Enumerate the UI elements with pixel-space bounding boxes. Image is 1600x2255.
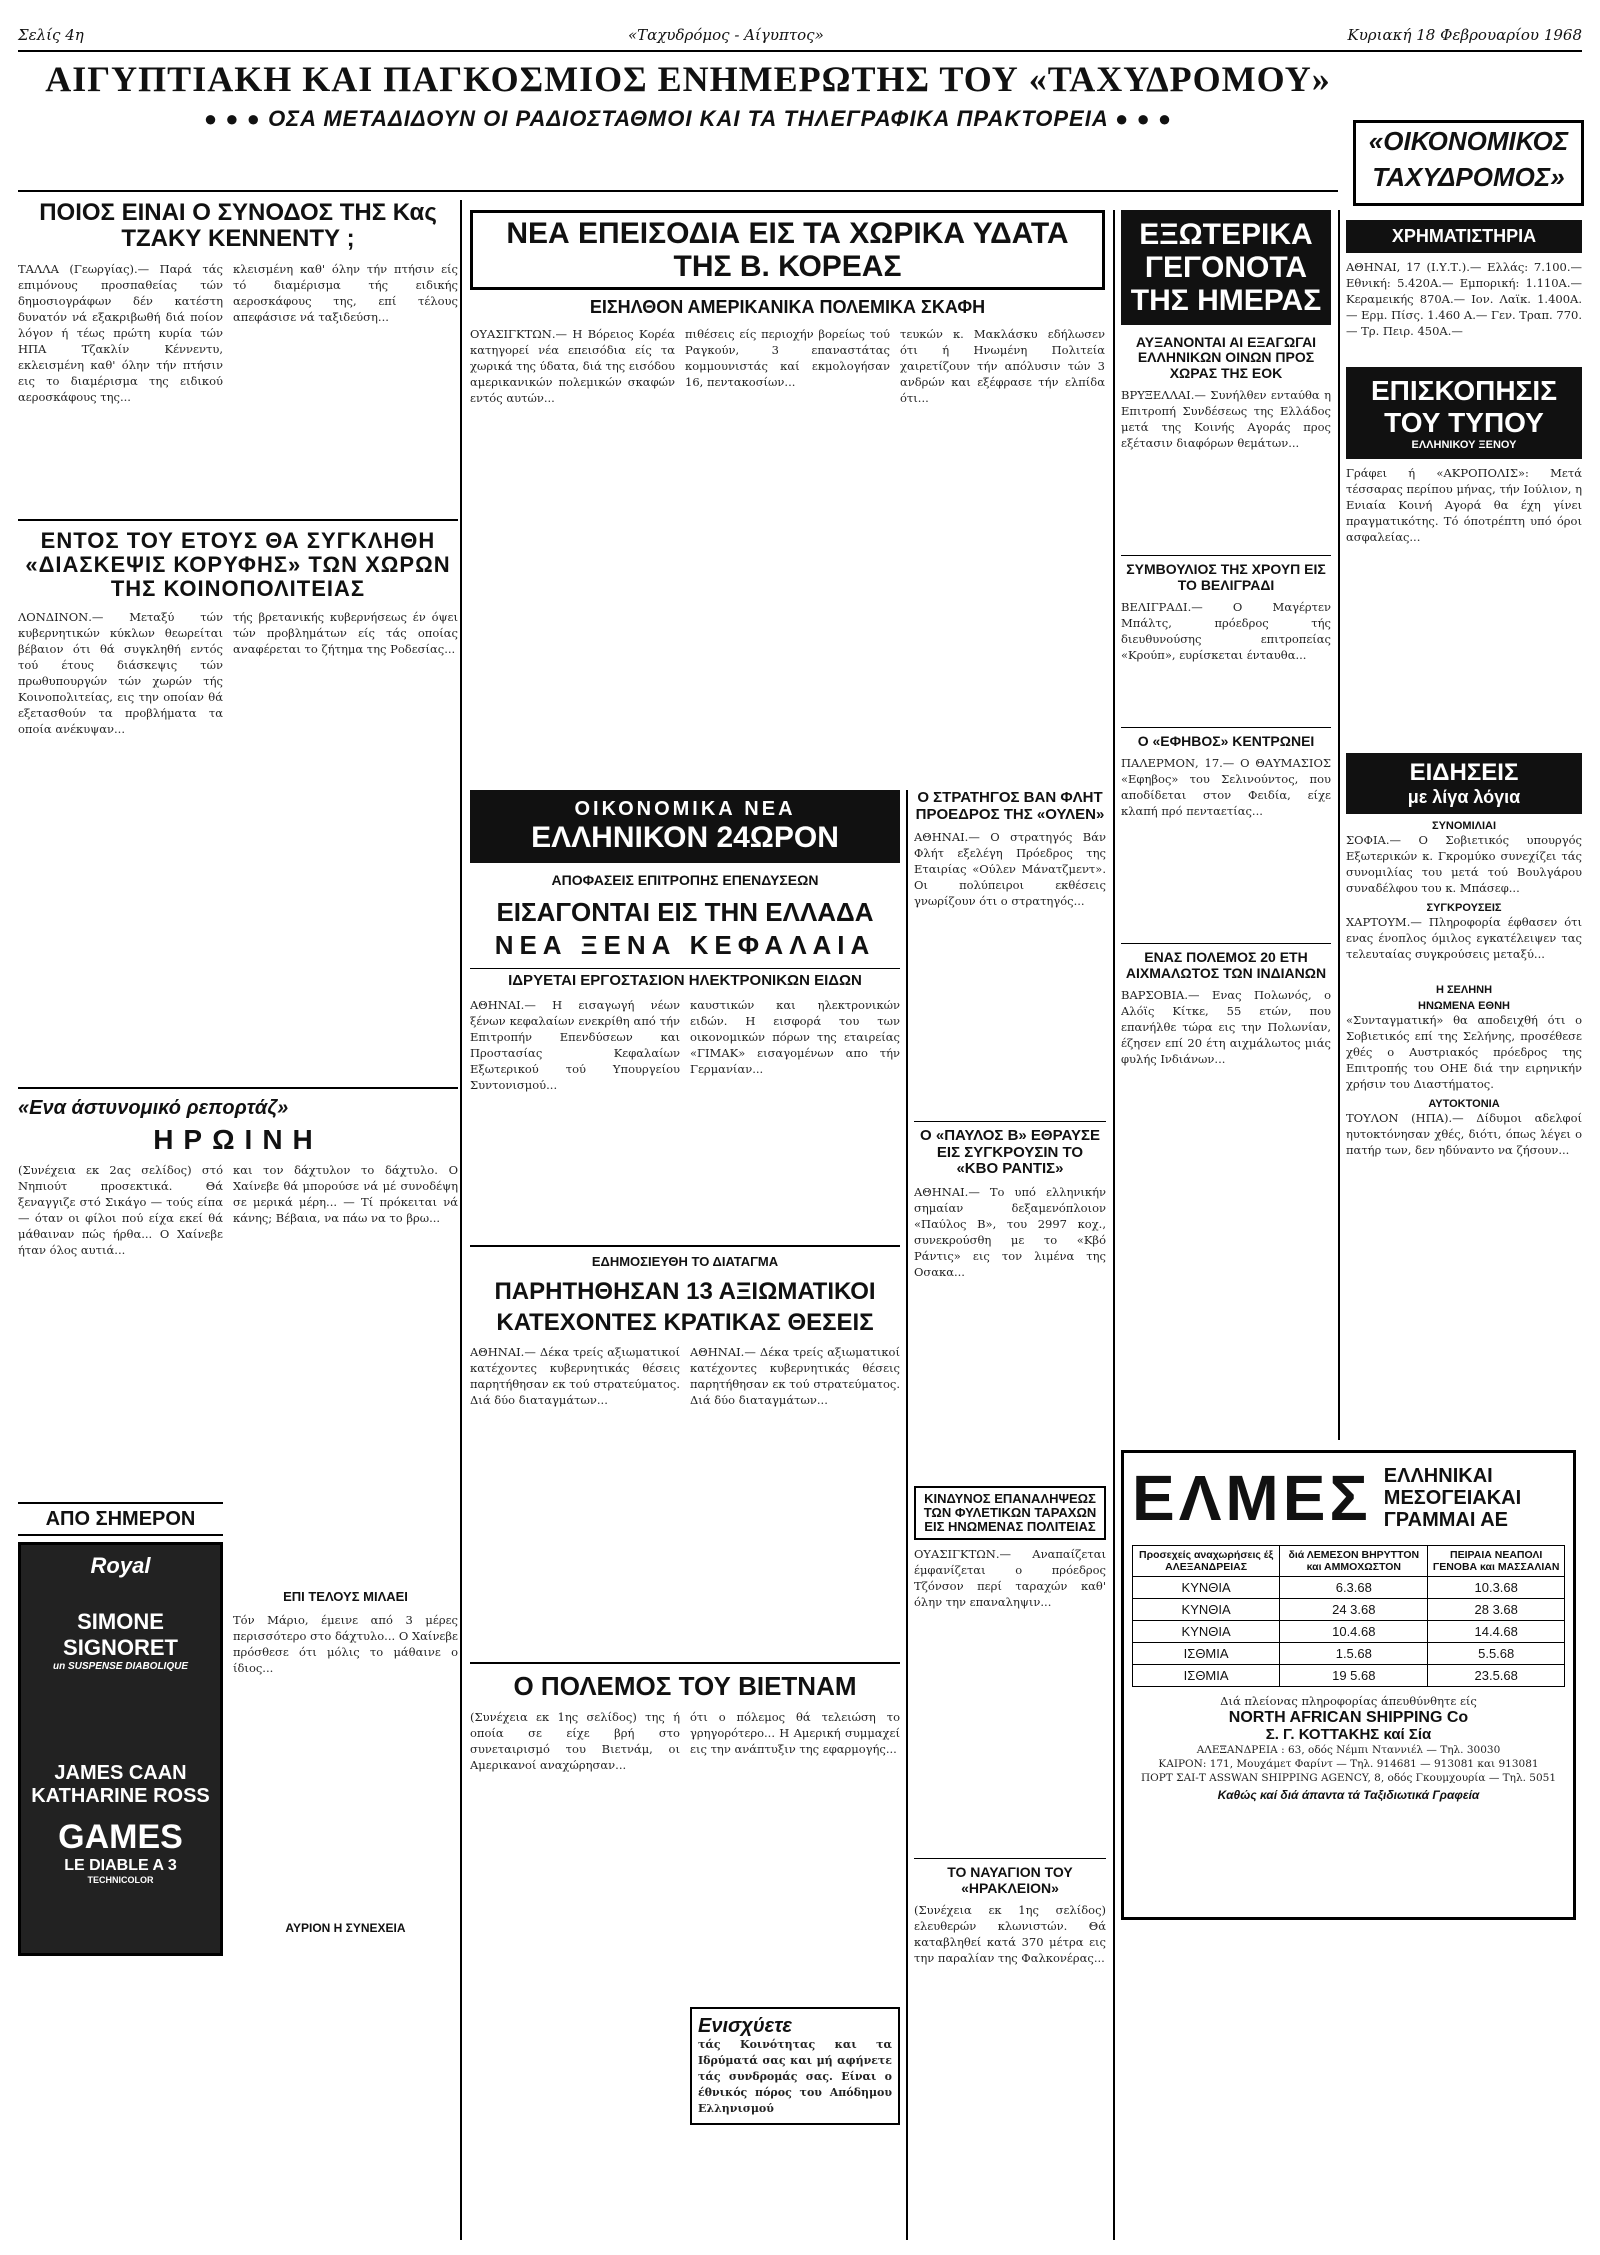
banner-line2: ΕΛΛΗΝΙΚΟΝ 24ΩΡΟΝ [531, 821, 839, 854]
article-capital-cont: καυστικών και ηλεκτρονικών ειδών. Η εισφορά του των οικονομικών πόρων της εταιρείας «ΓΙΜΑΚ» εισαγομένων απο τήν Γερμανίαν... [690, 998, 900, 1077]
ship-name: ΙΣΘΜΙΑ [1133, 1643, 1280, 1665]
headline-capital-2: ΝΕΑ ΞΕΝΑ ΚΕΦΑΛΑΙΑ [494, 929, 876, 960]
oikonomikos-box: «ΟΙΚΟΝΟΜΙΚΟΣ ΤΑΧΥΔΡΟΜΟΣ» [1353, 120, 1584, 206]
film-title: GAMES [58, 1818, 183, 1857]
continued-tomorrow: ΑΥΡΙΟΝ Η ΣΥΝΕΧΕΙΑ [285, 1921, 406, 1936]
divider [460, 200, 462, 2240]
kicker-un: ΗΝΩΜΕΝΑ ΕΘΝΗ [1418, 1000, 1510, 1013]
article-commonwealth-cont: τής βρετανικής κυβερνήσεως έν όψει τών προβλημάτων είς τάς οποίας αναφέρεται το ζήτημα της Ροδεσίας... [233, 610, 458, 657]
issue-date: Κυριακή 18 Φεβρουαρίου 1968 [1347, 26, 1582, 44]
article-vietnam: (Συνέχεια εκ 1ης σελίδος) της ή οποία σε είχε βρή στο συνεταιρισμό του Βιετνάμ, οι Αμερικανοί αναχώρησαν... [470, 1709, 680, 1772]
date-cell: 5.5.68 [1428, 1643, 1565, 1665]
ad-info: Διά πλείονας πληροφορίας άπευθύνθητε είς [1220, 1694, 1477, 1708]
press-review-subtitle: ΕΛΛΗΝΙΚΟΥ ΞΕΝΟΥ [1411, 439, 1517, 451]
column-four [1121, 210, 1331, 1187]
headline-heroin: ΗΡΩΙΝΗ [153, 1124, 323, 1156]
kicker-talks: ΣΥΝΟΜΙΛΙΑΙ [1431, 820, 1497, 832]
ad-company: NORTH AFRICAN SHIPPING Co [1228, 1709, 1469, 1726]
support-title: Ενισχύετε [698, 2014, 792, 2037]
date-cell: 6.3.68 [1280, 1577, 1428, 1599]
news-brief-box [1346, 753, 1582, 814]
masthead-subtitle [28, 106, 1348, 132]
date-cell: 28 3.68 [1428, 1599, 1565, 1621]
stock-prices: ΑΘΗΝΑΙ, 17 (Ι.Υ.Τ.).— Ελλάς: 7.100.— Εθνική: 5.420Α.— Εμπορική: 1.110Α.— Κεραμεικής 870Α.— Ιον. Λαϊκ. 1.400Α.— Ερμ. Πίσς. 1.460 Α.— Γεν. Τραπ. 770.— Τρ. Πειρ. 450Α.— [1346, 260, 1582, 338]
header-cell: Προσεχείς αναχωρήσεις έξ ΑΛΕΞΑΝΔΡΕΙΑΣ [1133, 1546, 1280, 1577]
header-cell: ΠΕΙΡΑΙΑ ΝΕΑΠΟΛΙ ΓΕΝΟΒΑ και ΜΑΣΣΑΛΙΑΝ [1428, 1546, 1565, 1577]
article-ephebe: ΠΑΛΕΡΜΟΝ, 17.— Ο ΘΑΥΜΑΣΙΟΣ «Εφηβος» του Σελινούντος, που αποδίδεται στον Φειδία, είχε κλαπή πρό πενταετίας... [1121, 756, 1331, 819]
column-five [1346, 220, 1582, 1174]
headline-shipwreck: ΤΟ ΝΑΥΑΓΙΟΝ ΤΟΥ «ΗΡΑΚΛΕΙΟΝ» [914, 1858, 1106, 1896]
ship-name: ΚΥΝΘΙΑ [1133, 1599, 1280, 1621]
subhead-electronics: ΙΔΡΥΕΤΑΙ ΕΡΓΟΣΤΑΣΙΟΝ ΗΛΕΚΤΡΟΝΙΚΩΝ ΕΙΔΩΝ [470, 968, 900, 990]
ad-address-3: ΠΟΡΤ ΣΑΙ-Τ ASSWAN SHIPPING AGENCY, 8, οδός Γκουμχουρία — Τηλ. 5051 [1140, 1772, 1557, 1785]
elmes-title: ΕΛΛΗΝΙΚΑΙ ΜΕΣΟΓΕΙΑΚΑΙ ΓΡΑΜΜΑΙ ΑΕ [1383, 1465, 1522, 1531]
subhead-decree: ΕΔΗΜΟΣΙΕΥΘΗ ΤΟ ΔΙΑΤΑΓΜΑ [591, 1254, 779, 1270]
headline-officers-2: ΚΑΤΕΧΟΝΤΕΣ ΚΡΑΤΙΚΑΣ ΘΕΣΕΙΣ [496, 1308, 874, 1336]
article-capital: ΑΘΗΝΑΙ.— Η εισαγωγή νέων ξένων κεφαλαίων ενεκρίθη από τήν Επιτροπήν Επενδύσεων και Προστασίας Κεφαλαίων Εξωτερικού τού Υπουργείου Συντονισμού... [470, 998, 680, 1093]
ad-agent: Σ. Γ. ΚΟΤΤΑΚΗΣ καί Σία [1265, 1725, 1432, 1743]
headline-kennedy: ΠΟΙΟΣ ΕΙΝΑΙ Ο ΣΥΝΟΔΟΣ ΤΗΣ Κας ΤΖΑΚΥ ΚΕΝΝΕΝΤΥ ; [39, 199, 437, 253]
tagline: un SUSPENSE DIABOLIQUE [52, 1661, 188, 1673]
headline-pavlos: Ο «ΠΑΥΛΟΣ Β» ΕΘΡΑΥΣΕ ΕΙΣ ΣΥΓΚΡΟΥΣΙΝ ΤΟ «ΚΒΟ ΡΑΝΤΙΣ» [914, 1121, 1106, 1178]
support-box [690, 2007, 900, 2125]
article-press-review: Γράφει ή «ΑΚΡΟΠΟΛΙΣ»: Μετά τέσσαρας περίπου μήνας, τήν Ιούλιον, η Ενιαία Κοινή Αγορά θα έχη γίνει πραγματικότης. Τό όποτρέπτη υπό όροι ασφαλείας... [1346, 466, 1582, 544]
headline-capital-1: ΕΙΣΑΓΟΝΤΑΙ ΕΙΣ ΤΗΝ ΕΛΛΑΔΑ [496, 897, 874, 928]
news-brief-subtitle: με λίγα λόγια [1407, 787, 1521, 807]
date-cell: 1.5.68 [1280, 1643, 1428, 1665]
cinema-ad [18, 1542, 223, 1956]
headline-ephebe: Ο «ΕΦΗΒΟΣ» ΚΕΝΤΡΩΝΕΙ [1121, 727, 1331, 749]
ship-name: ΚΥΝΘΙΑ [1133, 1577, 1280, 1599]
divider [1338, 210, 1340, 1440]
elmes-ad [1121, 1450, 1576, 1920]
economic-banner [470, 790, 900, 863]
headline-commonwealth: ΕΝΤΟΣ ΤΟΥ ΕΤΟΥΣ ΘΑ ΣΥΓΚΛΗΘΗ «ΔΙΑΣΚΕΨΙΣ ΚΟΡΥΦΗΣ» ΤΩΝ ΧΩΡΩΝ ΤΗΣ ΚΟΙΝΟΠΟΛΙΤΕΙΑΣ [25, 527, 451, 602]
subhead-finally-talks: ΕΠΙ ΤΕΛΟΥΣ ΜΙΛΑΕΙ [283, 1589, 408, 1605]
press-review-box [1346, 367, 1582, 459]
article-krupp: ΒΕΛΙΓΡΑΔΙ.— Ο Μαγέρτεν Μπάλτς, πρόεδρος τής διευθυνούσης επιτροπείας «Κρούπ», ευρίσκεται ένταυθα... [1121, 599, 1331, 662]
headline-vietnam: Ο ΠΟΛΕΜΟΣ ΤΟΥ ΒΙΕΤΝΑΜ [513, 1671, 857, 1702]
date-cell: 24 3.68 [1280, 1599, 1428, 1621]
ad-footer: Καθώς καί διά άπαντα τά Ταξιδιωτικά Γραφεία [1217, 1788, 1480, 1803]
date-cell: 10.4.68 [1280, 1621, 1428, 1643]
headline-korea: ΝΕΑ ΕΠΕΙΣΟΔΙΑ ΕΙΣ ΤΑ ΧΩΡΙΚΑ ΥΔΑΤΑ ΤΗΣ Β. ΚΟΡΕΑΣ [470, 210, 1105, 290]
article-kennedy: ΤΑΛΛΑ (Γεωργίας).— Παρά τάς επιμόνους προσπαθείας τών δημοσιογράφων δέν κατέστη δυνατόν νά εξακριβωθή διά ποίον λόγον ή τέως πρώτη κυρία τών ΗΠΑ Τζακλίν Κέννεντυ, εκλεισμένη καθ' όλην τήν πτήσιν εις το διαμέρισμα της ειδικού αεροσκάφους της... [18, 261, 223, 404]
brief-clashes: ΧΑΡΤΟΥΜ.— Πληροφορία έφθασεν ότι ενας ένοπλος όμιλος εγκατέλειψεν τας τελευταίας συγκρούσεις μεταξύ... [1346, 915, 1582, 962]
film-subtitle: LE DIABLE A 3 [64, 1857, 177, 1875]
article-korea-cont: πιθέσεις είς περιοχήν βορείως τού Ραγκούν, 3 επαναστάτας κομμουνιστάς καί εκμολογήσαν 16, πεντακοσίων... [685, 326, 890, 389]
kicker-clashes: ΣΥΓΚΡΟΥΣΕΙΣ [1426, 902, 1502, 915]
divider [18, 190, 1338, 192]
star-caan: JAMES CAAN [54, 1762, 187, 1785]
article-racial-riots: ΟΥΑΣΙΓΚΤΩΝ.— Αναπαίζεται έμφανίζεται ο πρόεδρος Τζόνσον περί ταραχών καθ' όλην την επαναληψιν... [914, 1547, 1106, 1610]
headline-captive: ΕΝΑΣ ΠΟΛΕΜΟΣ 20 ΕΤΗ ΑΙΧΜΑΛΩΤΟΣ ΤΩΝ ΙΝΔΙΑΝΩΝ [1121, 943, 1331, 981]
top-bar [18, 10, 1582, 52]
table-row [1133, 1599, 1565, 1621]
table-row [1133, 1577, 1565, 1599]
article-shipwreck: (Συνέχεια εκ 1ης σελίδος) ελευθερών κλωνιστών. Θά καταβληθεί κατά 370 μέτρα εις την παραλίαν της Φαλκονέρας... [914, 1903, 1106, 1966]
date-cell: 19 5.68 [1280, 1665, 1428, 1687]
headline-from-today: ΑΠΟ ΣΗΜΕΡΟΝ [18, 1502, 223, 1536]
article-van-fleet: ΑΘΗΝΑΙ.— Ο στρατηγός Βάν Φλήτ εξελέγη Πρόεδρος της Εταιρίας «Ούλεν Μάνατζμεντ». Οι πολύπειροι εκθέσεις γνωρίζουν ότι ο στρατηγός... [914, 830, 1106, 908]
press-review-title: ΕΠΙΣΚΟΠΗΣΙΣ ΤΟΥ ΤΥΠΟΥ [1370, 375, 1558, 438]
article-heroin: (Συνέχεια εκ 2ας σελίδος) στό Νηπιούτ προσεκτικά. Θά ξεναγγιζε στό Σικάγο — τούς είπα — όταν οι φίλοι πού είχα εκεί θά μάθαιναν πώς ήρθα... Ο Χαίνεβε ήταν όλος αυτιά... [18, 1163, 223, 1258]
headline-stock-exchange: ΧΡΗΜΑΤΙΣΤΗΡΙΑ [1346, 220, 1582, 253]
table-row [1133, 1643, 1565, 1665]
article-korea: ΟΥΑΣΙΓΚΤΩΝ.— Η Βόρειος Κορέα κατηγορεί νέα επεισόδια είς τα χωρικά της ύδατα, διά της εισόδου αμερικανικών πολεμικών σκαφών εντός αυτών... [470, 326, 675, 405]
bullets-right: ● ● ● [1115, 106, 1173, 131]
news-brief-title: ΕΙΔΗΣΕΙΣ [1409, 759, 1519, 786]
article-korea-end: τευκών κ. Μακλάσκυ εδήλωσεν ότι ή Ηνωμένη Πολιτεία χαιρετίζουν τήν απόλυσιν τών 3 ανδρών και εξέφρασε τήν ελπίδα ότι... [900, 326, 1105, 405]
headline-van-fleet: Ο ΣΤΡΑΤΗΓΟΣ ΒΑΝ ΦΛΗΤ ΠΡΟΕΔΡΟΣ ΤΗΣ «ΟΥΛΕΝ» [915, 789, 1105, 823]
brief-un: «Συνταγματική» θα αποδειχθή ότι ο Σοβιετικός επί της Σελήνης, προσέθεσε χθές ο Αυστριακός πρόεδρος της Επιτροπής του ΟΗΕ διά την ειρηνικήν χρήσιν του Διαστήματος. [1346, 1013, 1582, 1092]
article-officers-cont: ΑΘΗΝΑΙ.— Δέκα τρείς αξιωματικοί κατέχοντες κυβερνητικάς θέσεις παρητήθησαν εκ τού στρατεύματος. Διά δύο διαταγμάτων... [690, 1345, 900, 1408]
bullets-left: ● ● ● [203, 106, 261, 131]
banner-line1: ΟΙΚΟΝΟΜΙΚΑ ΝΕΑ [574, 798, 796, 820]
kicker-moon: Η ΣΕΛΗΝΗ [1435, 984, 1493, 997]
date-cell: 14.4.68 [1428, 1621, 1565, 1643]
ad-address-2: ΚΑΙΡΟΝ: 171, Μουχάμετ Φαρίντ — Τηλ. 914681 — 913081 και 913081 [1158, 1758, 1539, 1771]
headline-krupp: ΣΥΜΒΟΥΛΙΟΣ ΤΗΣ ΧΡΟΥΠ ΕΙΣ ΤΟ ΒΕΛΙΓΡΑΔΙ [1121, 555, 1331, 593]
star-signoret: SIMONE SIGNORET [63, 1609, 178, 1661]
date-cell: 23.5.68 [1428, 1665, 1565, 1687]
headline-officers-1: ΠΑΡΗΤΗΘΗΣΑΝ 13 ΑΞΙΩΜΑΤΙΚΟΙ [494, 1278, 876, 1306]
star-ross: KATHARINE ROSS [31, 1785, 210, 1808]
headline-police-report: «Ενα άστυνομικό ρεπορτάζ» [18, 1097, 289, 1120]
left-column [18, 200, 458, 1956]
ship-name: ΚΥΝΘΙΑ [1133, 1621, 1280, 1643]
subhead-investments: ΑΠΟΦΑΣΕΙΣ ΕΠΙΤΡΟΠΗΣ ΕΠΕΝΔΥΣΕΩΝ [551, 872, 819, 888]
article-heroin-cont: και τον δάχτυλον το δάχτυλο. Ο Χαίνεβε θά μπορούσε νά μέ συνοδέψη σε μερικά μέρη... — Τί πρόκειται νά κάνης; Βέβαια, να πάω να το βρω... [233, 1163, 458, 1226]
headline-wine-exports: ΑΥΞΑΝΟΝΤΑΙ ΑΙ ΕΞΑΓΩΓΑΙ ΕΛΛΗΝΙΚΩΝ ΟΙΝΩΝ ΠΡΟΣ ΧΩΡΑΣ ΤΗΣ ΕΟΚ [1135, 334, 1317, 381]
subhead-korea: ΕΙΣΗΛΘΟΝ ΑΜΕΡΙΚΑΝΙΚΑ ΠΟΛΕΜΙΚΑ ΣΚΑΦΗ [589, 297, 986, 317]
table-row [1133, 1621, 1565, 1643]
newspaper-page [18, 10, 1582, 2245]
divider [1113, 210, 1115, 2240]
headline-foreign-events: ΕΞΩΤΕΡΙΚΑ ΓΕΓΟΝΟΤΑ ΤΗΣ ΗΜΕΡΑΣ [1121, 210, 1331, 325]
article-commonwealth: ΛΟΝΔΙΝΟΝ.— Μεταξύ τών κυβερνητικών κύκλων θεωρείται βέβαιον ότι θά συγκληθή εντός τού έτους διάσκεψις τών πρωθυπουργών τών χωρών τής Κοινοπολιτείας, εις την οποίαν θά εξετασθούν τα προβλήματα τα οποία ανέκυψαν... [18, 610, 223, 737]
article-captive: ΒΑΡΣΟΒΙΑ.— Ενας Πολωνός, ο Αλόϊς Κίτκε, 55 ετών, που επανήλθε τώρα εις την Πολωνίαν, έζησεν επί 20 έτη αιχμάλωτος μιάς φυλής Ινδιάνων... [1121, 988, 1331, 1067]
kicker-suicide: ΑΥΤΟΚΤΟΝΙΑ [1428, 1098, 1500, 1111]
table-header [1133, 1546, 1565, 1577]
header-cell: διά ΛΕΜΕΣΟΝ ΒΗΡΥΤΤΟΝ και ΑΜΜΟΧΩΣΤΟΝ [1280, 1546, 1428, 1577]
divider [906, 790, 908, 2240]
departure-table [1132, 1545, 1565, 1687]
ship-name: ΙΣΘΜΙΑ [1133, 1665, 1280, 1687]
economic-section [470, 790, 900, 2159]
article-heroin-end: Τόν Μάριο, έμεινε από 3 μέρες περισσότερο στο δάχτυλο... Ο Χαίνεβε πρόσθεσε ότι μόλις το μάθαινε ο ίδιος... [233, 1613, 458, 1676]
technicolor: TECHNICOLOR [87, 1875, 154, 1886]
brief-talks: ΣΟΦΙΑ.— Ο Σοβιετικός υπουργός Εξωτερικών κ. Γκρομύκο συνεχίζει τάς συνομιλίας του μετά τού Βουλγάρου συναδέλφου του κ. Μπάσεφ... [1346, 833, 1582, 896]
article-wine-exports: ΒΡΥΞΕΛΛΑΙ.— Συνήλθεν ενταύθα η Επιτροπή Συνδέσεως της Ελλάδος μετά της Κοινής Αγοράς προς εξέτασιν διαφόρων θεμάτων... [1121, 388, 1331, 451]
table-row [1133, 1665, 1565, 1687]
elmes-logo: ΕΛΜΕΣ [1132, 1462, 1372, 1534]
support-text: τάς Κοινότητας και τα Ιδρύματά σας και μή αφήνετε τάς συνδρομάς σας. Είναι ο έθνικός πόρος του Απόδημου Ελληνισμού [698, 2037, 892, 2115]
cinema-name: Royal [90, 1553, 151, 1579]
ad-address-1: ΑΛΕΞΑΝΔΡΕΙΑ : 63, οδός Νέμπι Νταννιέλ — Τηλ. 30030 [1196, 1744, 1501, 1757]
masthead [28, 58, 1348, 132]
column-three [914, 790, 1106, 2212]
article-kennedy-cont: κλεισμένη καθ' όλην τήν πτήσιν είς τό διαμέρισμα τής ειδικής αεροσκάφους της, επί τέλους απεφάσισε νά ταξιδεύση... [233, 261, 458, 324]
article-officers: ΑΘΗΝΑΙ.— Δέκα τρείς αξιωματικοί κατέχοντες κυβερνητικάς θέσεις παρητήθησαν εκ τού στρατεύματος. Διά δύο διαταγμάτων... [470, 1345, 680, 1408]
page-number: Σελίς 4η [18, 26, 84, 44]
masthead-title: ΑΙΓΥΠΤΙΑΚΗ ΚΑΙ ΠΑΓΚΟΣΜΙΟΣ ΕΝΗΜΕΡΩΤΗΣ ΤΟΥ «ΤΑΧΥΔΡΟΜΟΥ» [45, 59, 1331, 99]
paper-name: «Ταχυδρόμος - Αίγυπτος» [628, 26, 824, 44]
center-column [470, 210, 1105, 746]
masthead-subtitle-text: ΟΣΑ ΜΕΤΑΔΙΔΟΥΝ ΟΙ ΡΑΔΙΟΣΤΑΘΜΟΙ ΚΑΙ ΤΑ ΤΗΛΕΓΡΑΦΙΚΑ ΠΡΑΚΤΟΡΕΙΑ [268, 106, 1108, 131]
date-cell: 10.3.68 [1428, 1577, 1565, 1599]
brief-suicide: ΤΟΥΛΟΝ (ΗΠΑ).— Δίδυμοι αδελφοί ηυτοκτόνησαν χθές, διότι, όπως λέγει ο πατήρ των, δεν ηδύναντο να ζήσουν... [1346, 1111, 1582, 1158]
article-vietnam-cont: ότι ο πόλεμος θά τελειώση το γρηγορότερο... Η Αμερική συμμαχεί εις την ανάπτυξιν της εφαρμογής... [690, 1709, 900, 1756]
article-pavlos: ΑΘΗΝΑΙ.— Το υπό ελληνικήν σημαίαν δεξαμενόπλοιον «Παύλος Β», του 2997 κοχ., συνεκρούσθη με το «Κβό Ράντις» εις τον λιμένα της Οσακα... [914, 1184, 1106, 1279]
headline-racial-riots: ΚΙΝΔΥΝΟΣ ΕΠΑΝΑΛΗΨΕΩΣ ΤΩΝ ΦΥΛΕΤΙΚΩΝ ΤΑΡΑΧΩΝ ΕΙΣ ΗΝΩΜΕΝΑΣ ΠΟΛΙΤΕΙΑΣ [914, 1486, 1106, 1541]
